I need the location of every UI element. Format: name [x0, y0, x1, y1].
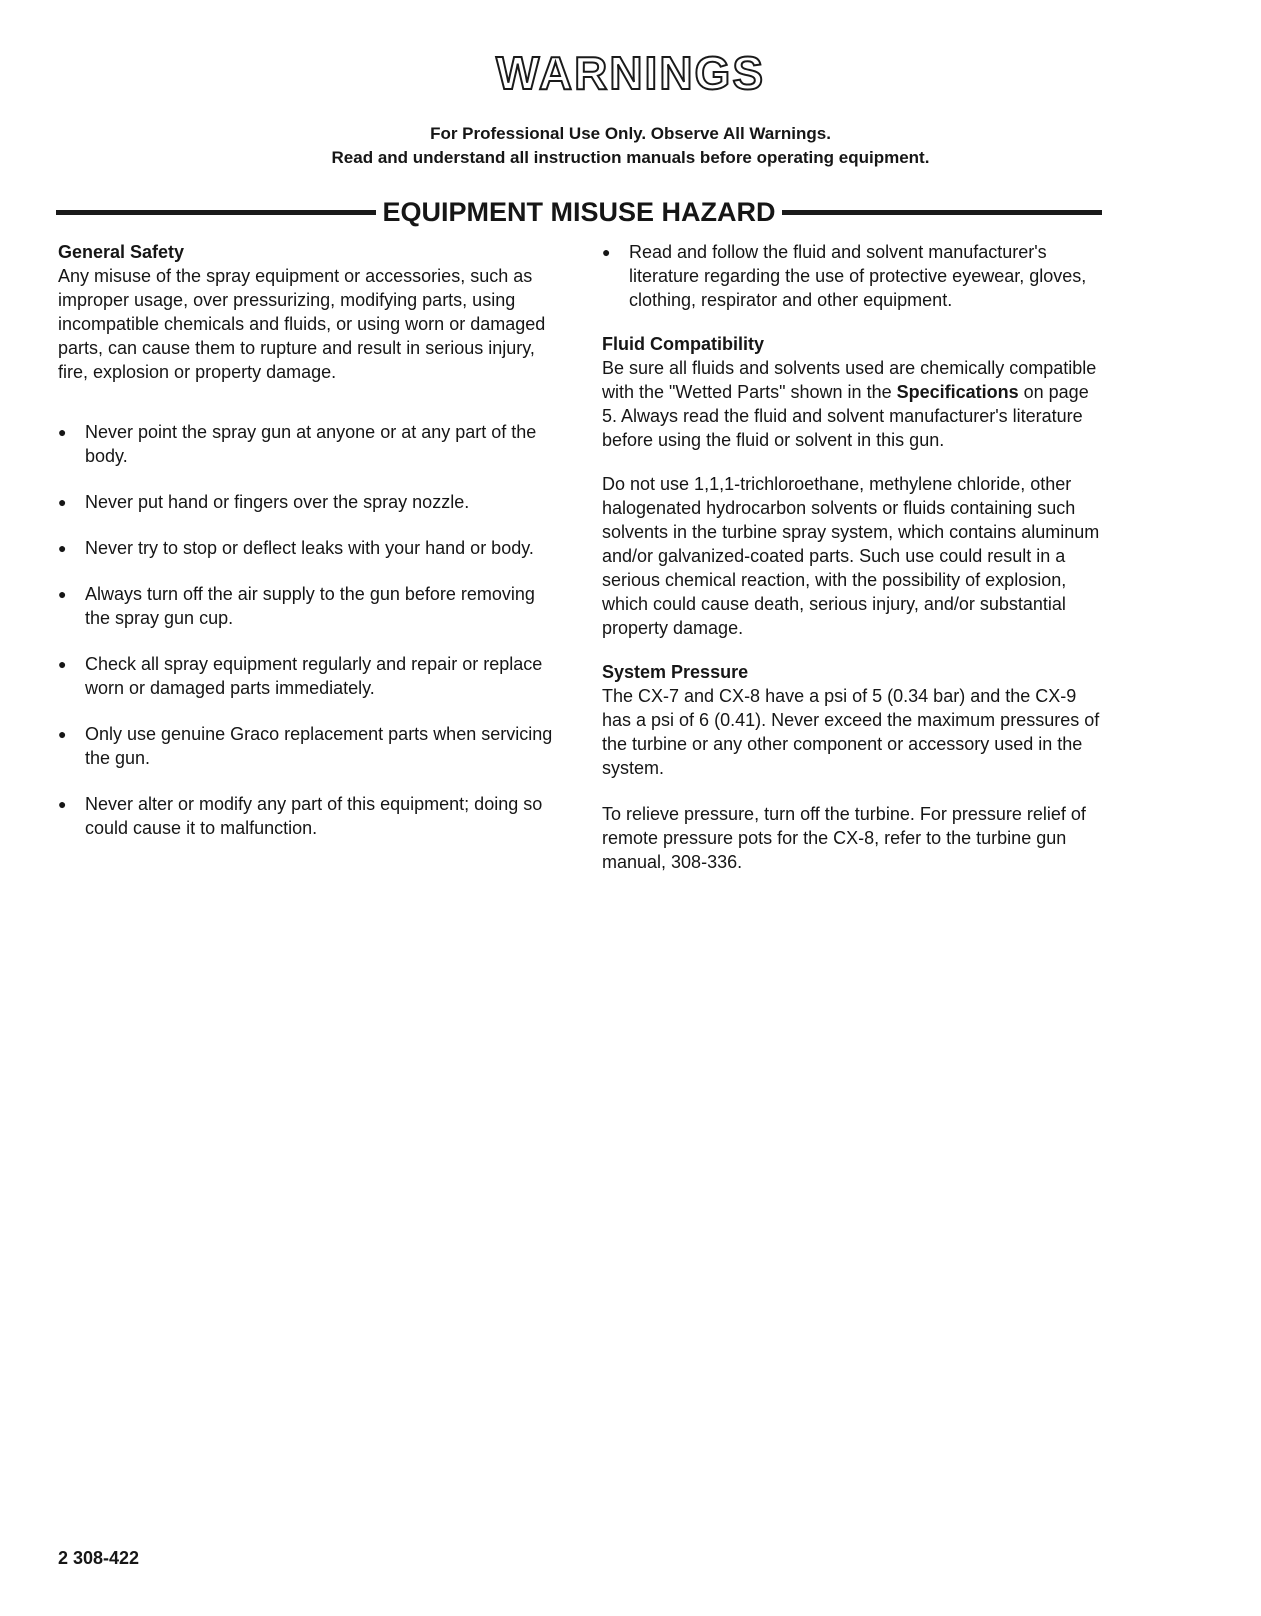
list-item-text: Only use genuine Graco replacement parts when servicing the gun. — [85, 724, 553, 768]
bullet-icon: ● — [58, 656, 67, 672]
fluid-compatibility-heading: Fluid Compatibility — [602, 334, 764, 354]
list-item — [58, 652, 558, 700]
bullet-icon: ● — [58, 494, 67, 510]
hazard-banner — [56, 194, 1102, 230]
professional-use-notice: For Professional Use Only. Observe All Warnings. — [430, 124, 831, 143]
bullet-icon: ● — [58, 796, 67, 812]
specifications-ref: Specifications — [896, 382, 1019, 402]
system-pressure-text: The CX-7 and CX-8 have a psi of 5 (0.34 bar) and the CX-9 has a psi of 6 (0.41). Never exceed the maximum pressures of the turbine or any other component or accessory used in the system. — [602, 686, 1100, 778]
page-title: WARNINGS — [496, 47, 765, 99]
fluid-text-end: on page 5. Always read the fluid and solvent manufacturer's literature before using the fluid or solvent in this gun. — [602, 382, 1089, 450]
list-item-text: Never put hand or fingers over the spray nozzle. — [85, 492, 470, 512]
list-item-text: Check all spray equipment regularly and repair or replace worn or damaged parts immediately. — [85, 654, 543, 698]
fluid-text-start: Be sure all fluids and solvents used are chemically compatible with the "Wetted Parts" shown in the — [602, 358, 1097, 402]
hazard-rule-right — [782, 210, 1102, 215]
list-item — [58, 536, 558, 560]
list-item-text: Never point the spray gun at anyone or at any part of the body. — [85, 422, 537, 466]
list-item-text: Read and follow the fluid and solvent manufacturer's literature regarding the use of protective eyewear, gloves, clothing, respirator and other equipment. — [629, 242, 1087, 310]
list-item — [602, 240, 1102, 312]
right-column — [602, 240, 1102, 874]
bullet-icon: ● — [58, 726, 67, 742]
system-pressure-heading: System Pressure — [602, 662, 749, 682]
bullet-icon: ● — [58, 540, 67, 556]
list-item — [58, 420, 558, 468]
general-safety-heading: General Safety — [58, 242, 185, 262]
pressure-relief-text: To relieve pressure, turn off the turbine. For pressure relief of remote pressure pots for the CX-8, refer to the turbine gun manual, 308-336. — [602, 804, 1086, 872]
read-manuals-notice: Read and understand all instruction manuals before operating equipment. — [331, 148, 930, 167]
general-safety-text: Any misuse of the spray equipment or accessories, such as improper usage, over pressurizing, modifying parts, using incompatible chemicals and fluids, or using worn or damaged parts, can cause them to rupture and result in serious injury, fire, explosion or property damage. — [58, 266, 546, 382]
bullet-icon: ● — [58, 586, 67, 602]
fluid-compatibility-text — [602, 356, 1102, 452]
list-item-text: Never alter or modify any part of this equipment; doing so could cause it to malfunction. — [85, 794, 543, 838]
list-item — [58, 582, 558, 630]
bullet-icon: ● — [602, 244, 611, 260]
hazard-title: EQUIPMENT MISUSE HAZARD — [382, 197, 776, 227]
list-item — [58, 792, 558, 840]
list-item — [58, 490, 558, 514]
list-item — [58, 722, 558, 770]
bullet-icon: ● — [58, 424, 67, 440]
list-item-text: Always turn off the air supply to the gun before removing the spray gun cup. — [85, 584, 535, 628]
page-number: 2 308-422 — [58, 1548, 140, 1568]
solvent-warning-text: Do not use 1,1,1-trichloroethane, methylene chloride, other halogenated hydrocarbon solvents or fluids containing such solvents in the turbine spray system, which contains aluminum and/or galvanized-coated parts. Such use could result in a serious chemical reaction, with the possibility of explosion, which could cause death, serious injury, and/or substantial property damage. — [602, 474, 1100, 638]
hazard-rule-left — [56, 210, 376, 215]
list-item-text: Never try to stop or deflect leaks with your hand or body. — [85, 538, 534, 558]
left-column — [58, 240, 558, 840]
